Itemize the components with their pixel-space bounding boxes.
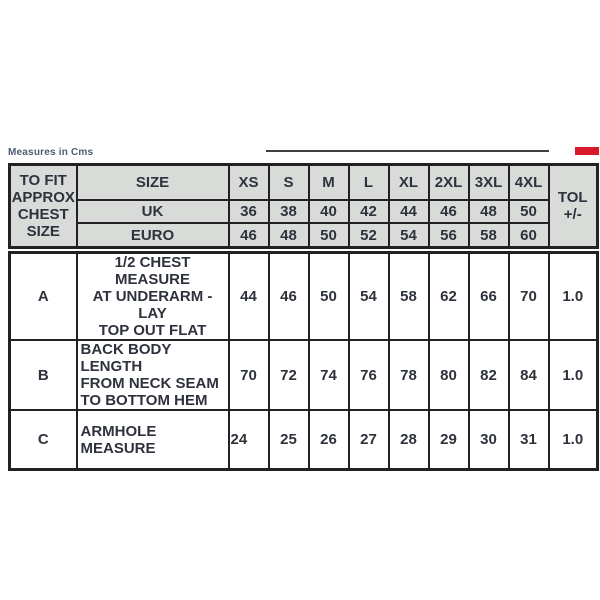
measures-units-note: Measures in Cms xyxy=(8,147,94,158)
euro-size-value: 54 xyxy=(389,223,429,248)
measurement-value: 72 xyxy=(269,340,309,410)
corner-header-line: SIZE xyxy=(26,223,60,240)
measurement-value: 25 xyxy=(269,410,309,470)
corner-header-line: APPROX xyxy=(11,189,75,206)
measurement-value: 27 xyxy=(349,410,389,470)
euro-row-label: EURO xyxy=(77,223,229,248)
corner-header-cell xyxy=(10,165,77,248)
row-description-line: BACK BODY LENGTH xyxy=(80,341,172,375)
uk-size-value: 44 xyxy=(389,200,429,223)
tolerance-header-line: TOL xyxy=(557,189,588,206)
row-description-line: 1/2 CHEST MEASURE xyxy=(114,254,191,288)
row-key: C xyxy=(10,410,77,470)
size-col-header: M xyxy=(309,165,349,201)
size-col-header: 2XL xyxy=(429,165,469,201)
size-col-header: S xyxy=(269,165,309,201)
size-chart-header-section xyxy=(8,163,599,249)
uk-size-value: 40 xyxy=(309,200,349,223)
measurement-value: 76 xyxy=(349,340,389,410)
measurement-value: 50 xyxy=(309,253,349,341)
measurement-value: 46 xyxy=(269,253,309,341)
measurement-value: 74 xyxy=(309,340,349,410)
measurement-value: 29 xyxy=(429,410,469,470)
row-description-line: ARMHOLE MEASURE xyxy=(80,422,157,457)
measurement-value: 84 xyxy=(509,340,549,410)
size-col-header: L xyxy=(349,165,389,201)
euro-size-value: 48 xyxy=(269,223,309,248)
euro-size-value: 52 xyxy=(349,223,389,248)
uk-row-label: UK xyxy=(77,200,229,223)
euro-size-value: 50 xyxy=(309,223,349,248)
uk-size-value: 42 xyxy=(349,200,389,223)
tolerance-header-cell xyxy=(549,165,598,248)
measurement-value: 62 xyxy=(429,253,469,341)
uk-size-value: 36 xyxy=(229,200,269,223)
tolerance-value: 1.0 xyxy=(549,340,598,410)
row-description xyxy=(77,340,229,410)
measurement-row-c xyxy=(10,410,598,470)
measurement-value: 54 xyxy=(349,253,389,341)
measurement-value: 70 xyxy=(509,253,549,341)
tolerance-header-line: +/- xyxy=(563,206,582,223)
measurement-row-b xyxy=(10,340,598,410)
size-col-header: XL xyxy=(389,165,429,201)
decorative-rule-line xyxy=(266,150,549,152)
corner-header-line: TO FIT xyxy=(19,172,67,189)
row-description-line: TO BOTTOM HEM xyxy=(80,392,208,409)
size-col-header: 3XL xyxy=(469,165,509,201)
measurement-value: 30 xyxy=(469,410,509,470)
row-description-line: AT UNDERARM - LAY xyxy=(92,288,213,322)
row-description xyxy=(77,253,229,341)
euro-size-value: 46 xyxy=(229,223,269,248)
tolerance-value: 1.0 xyxy=(549,410,598,470)
measurement-value: 44 xyxy=(229,253,269,341)
row-description xyxy=(77,410,229,470)
row-key: B xyxy=(10,340,77,410)
size-col-header: 4XL xyxy=(509,165,549,201)
corner-header-line: CHEST xyxy=(17,206,69,223)
row-description-line: FROM NECK SEAM xyxy=(80,375,219,392)
red-accent-swatch xyxy=(575,147,599,155)
measurement-value: 24 xyxy=(229,410,269,470)
uk-size-value: 46 xyxy=(429,200,469,223)
euro-size-value: 56 xyxy=(429,223,469,248)
measurement-value: 31 xyxy=(509,410,549,470)
row-key: A xyxy=(10,253,77,341)
euro-size-value: 58 xyxy=(469,223,509,248)
measurement-value: 78 xyxy=(389,340,429,410)
measurement-value: 80 xyxy=(429,340,469,410)
tolerance-value: 1.0 xyxy=(549,253,598,341)
measurement-value: 26 xyxy=(309,410,349,470)
measurement-value: 70 xyxy=(229,340,269,410)
measurement-row-a xyxy=(10,253,598,341)
measurement-value: 66 xyxy=(469,253,509,341)
measurement-value: 82 xyxy=(469,340,509,410)
size-row-label: SIZE xyxy=(77,165,229,201)
uk-size-value: 38 xyxy=(269,200,309,223)
euro-size-value: 60 xyxy=(509,223,549,248)
size-col-header: XS xyxy=(229,165,269,201)
size-chart-body-section xyxy=(8,251,599,471)
uk-size-value: 50 xyxy=(509,200,549,223)
size-chart-table xyxy=(8,163,599,471)
row-description-line: TOP OUT FLAT xyxy=(98,322,207,339)
uk-size-value: 48 xyxy=(469,200,509,223)
measurement-value: 28 xyxy=(389,410,429,470)
measurement-value: 58 xyxy=(389,253,429,341)
